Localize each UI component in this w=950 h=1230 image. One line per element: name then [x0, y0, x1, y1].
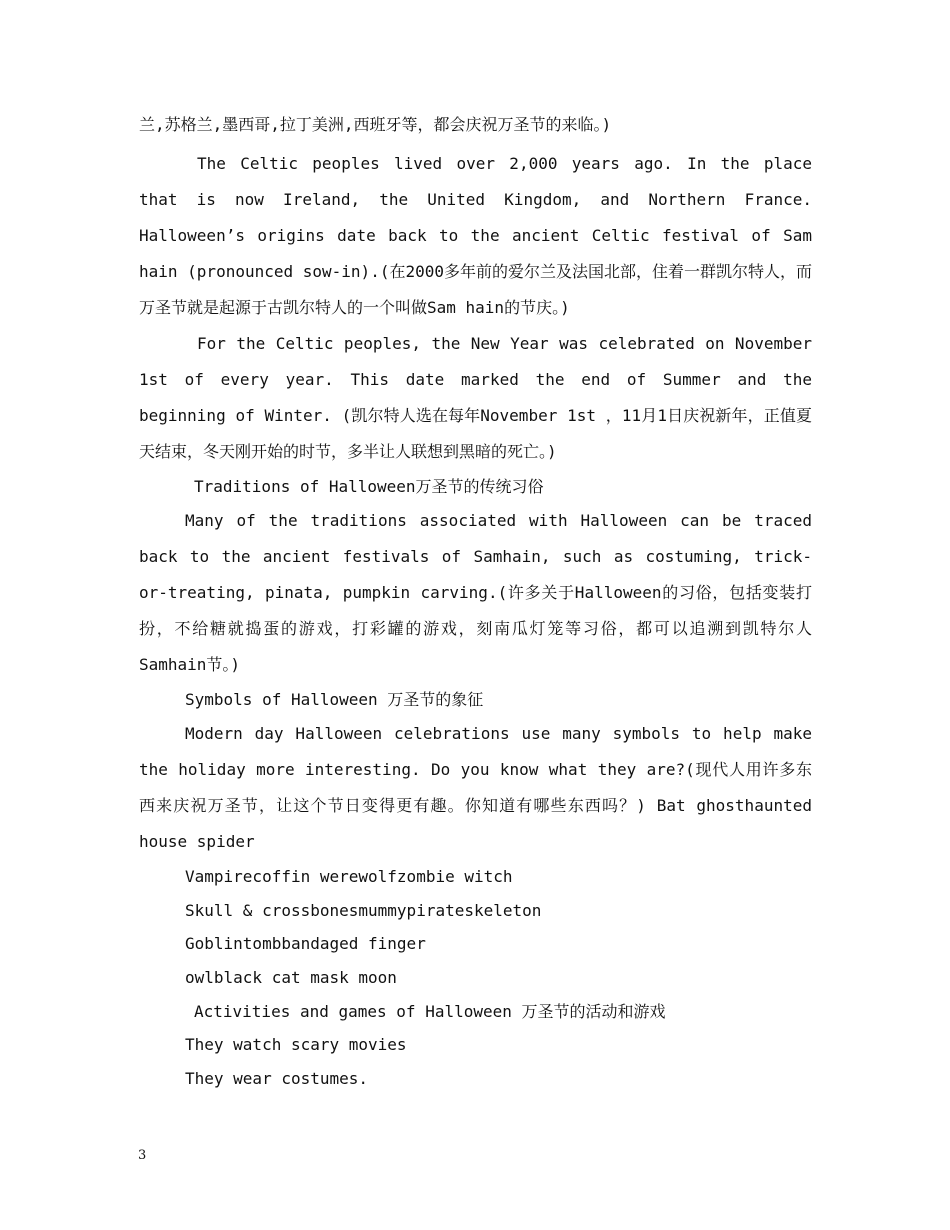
heading-traditions: Traditions of Halloween万圣节的传统习俗: [194, 477, 544, 496]
paragraph-symbols: Modern day Halloween celebrations use many symbols to help make the holiday more interesting. Do you know what they are?(现代人用许多东西来庆祝万圣节，让这个节日变得更有趣。你知道有哪些东西吗？) Bat ghosthaunted house spider: [139, 724, 812, 852]
symbol-line: Vampirecoffin werewolfzombie witch: [185, 867, 513, 887]
page-body: [139, 116, 812, 1095]
symbol-line: Goblintombbandaged finger: [185, 934, 426, 954]
activity-line: They watch scary movies: [185, 1035, 407, 1055]
symbol-line: owlblack cat mask moon: [185, 967, 397, 987]
heading-activities: Activities and games of Halloween 万圣节的活动和游戏: [194, 1001, 666, 1021]
page-number: 3: [138, 1148, 147, 1163]
symbol-line: Skull & crossbonesmummypirateskeleton: [185, 900, 542, 920]
heading-symbols: Symbols of Halloween 万圣节的象征: [185, 689, 484, 709]
activity-line: They wear costumes.: [185, 1068, 369, 1088]
paragraph-traditions: Many of the traditions associated with Halloween can be traced back to the ancient festivals of Samhain, such as costuming, trick-or-treating, pinata, pumpkin carving.(许多关于Halloween的习俗，包括变装打扮，不给糖就捣蛋的游戏，打彩罐的游戏，刻南瓜灯笼等习俗，都可以追溯到凯特尔人Samhain节。): [139, 510, 812, 674]
paragraph-celtic-peoples: The Celtic peoples lived over 2,000 years ago. In the place that is now Ireland, the United Kingdom, and Northern France. Halloween’s origins date back to the ancient Celtic festival of Sam hain (pronounced sow-in).(在2000多年前的爱尔兰及法国北部，住着一群凯尔特人，而万圣节就是起源于古凯尔特人的一个叫做Sam hain的节庆。): [139, 154, 812, 317]
paragraph-celtic-new-year: For the Celtic peoples, the New Year was celebrated on November 1st of every year. This date marked the end of Summer and the beginning of Winter. (凯尔特人选在每年November 1st ，11月1日庆祝新年，正值夏天结束，冬天刚开始的时节，多半让人联想到黑暗的死亡。): [139, 334, 812, 461]
continuation-line: 兰,苏格兰,墨西哥,拉丁美洲,西班牙等，都会庆祝万圣节的来临。): [139, 115, 612, 134]
